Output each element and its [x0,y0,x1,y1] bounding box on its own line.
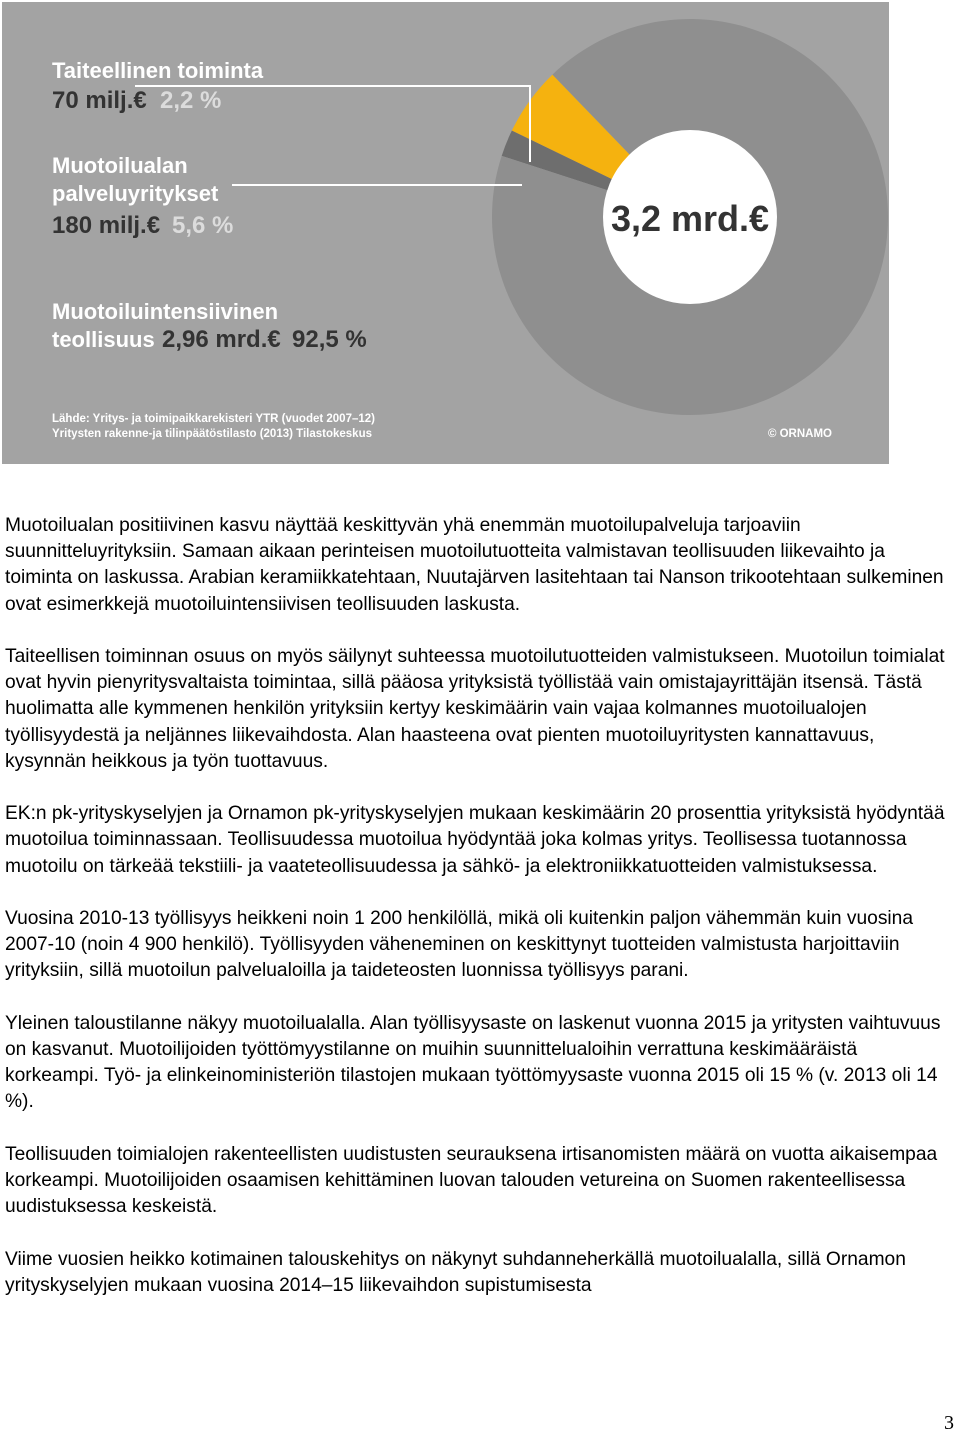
label-industry-name-1: Muotoiluintensiivinen [52,299,279,324]
label-industry-percent: 92,5 % [292,326,367,353]
label-services-name-1: Muotoilualan [52,153,188,178]
source-line-2: Yritysten rakenne-ja tilinpäätöstilasto (2013) Tilastokeskus [52,428,372,440]
label-art-value: 70 milj.€ [52,87,147,114]
label-industry-name-2: teollisuus [52,327,155,352]
paragraph: Teollisuuden toimialojen rakenteellisten uudistusten seurauksena irtisanomisten määrä on vuotta aikaisempaa korkeampi. Muotoilijoiden osaamisen kehittäminen luovan talouden vetureina on Suomen rakenteellisessa uudistuksessa keskeistä. [5,1143,938,1218]
source-line-1: Lähde: Yritys- ja toimipaikkarekisteri YTR (vuodet 2007–12) [52,413,375,425]
label-industry-value: 2,96 mrd.€ [162,326,281,353]
label-services-name-2: palveluyritykset [52,181,219,206]
paragraph: EK:n pk-yrityskyselyjen ja Ornamon pk-yrityskyselyjen mukaan keskimäärin 20 prosenttia yrityksistä hyödyntää muotoilua toiminnassaan. Teollisuudessa muotoilua hyödyntää joka kolmas yritys. Teollisessa tuotannossa muotoilu on tärkeää tekstiili- ja vaateteollisuudessa ja sähkö- ja elektroniikkatuotteiden valmistuksessa. [5,803,945,877]
label-art-percent: 2,2 % [160,87,222,114]
body-text [5,513,955,1325]
label-services-value: 180 milj.€ [52,212,161,239]
label-services-percent: 5,6 % [172,212,234,239]
page-number: 3 [944,1412,954,1434]
paragraph: Taiteellisen toiminnan osuus on myös säilynyt suhteessa muotoilutuotteiden valmistukseen. Muotoilun toimialat ovat hyvin pienyritysvaltaista toimintaa, sillä pääosa yrityksistä työllistää vain omistajayrittäjän itsensä. Tästä huolimatta alle kymmenen henkilön yrityksiin kertyy keskimäärin vain vajaa kolmannes muotoilualojen työllisyydestä ja neljännes liikevaihdosta. Alan haasteena ovat pienten muotoiluyritysten kannattavuus, kysynnän heikkous ja työn tuottavuus. [5,646,945,772]
paragraph: Vuosina 2010-13 työllisyys heikkeni noin 1 200 henkilöllä, mikä oli kuitenkin paljon vähemmän kuin vuosina 2007-10 (noin 4 900 henkilö). Työllisyyden väheneminen on keskittynyt tuotteiden valmistusta harjoittaviin yrityksiin, sillä muotoilun palvelualoilla ja taideteosten luonnissa työllisyys parani. [5,908,914,982]
copyright-label: © ORNAMO [767,428,832,440]
paragraph: Yleinen taloustilanne näkyy muotoilualalla. Alan työllisyysaste on laskenut vuonna 2015 ja yritysten vaihtuvuus on kasvanut. Muotoilijoiden työttömyystilanne on muihin suunnittelualoihin verrattuna keskimääräistä korkeampi. Työ- ja elinkeinoministeriön tilastojen mukaan työttömyysaste vuonna 2015 oli 15 % (v. 2013 oli 14 %). [5,1012,941,1113]
label-art-name: Taiteellinen toiminta [52,58,264,83]
donut-total-label: 3,2 mrd.€ [610,198,770,239]
donut-chart-figure [2,2,889,464]
paragraph: Muotoilualan positiivinen kasvu näyttää keskittyvän yhä enemmän muotoilupalveluja tarjoaviin suunnitteluyrityksiin. Samaan aikaan perinteisen muotoilutuotteita valmistavan teollisuuden liikevaihto ja toiminta on laskussa. Arabian keramiikkatehtaan, Nuutajärven lasitehtaan tai Nanson trikootehtaan sulkeminen ovat esimerkkejä muotoiluintensiivisen teollisuuden laskusta. [5,515,944,615]
paragraph: Viime vuosien heikko kotimainen talouskehitys on näkynyt suhdanneherkällä muotoilualalla, sillä Ornamon yrityskyselyjen mukaan vuosina 2014–15 liikevaihdon supistumisesta [5,1248,906,1296]
